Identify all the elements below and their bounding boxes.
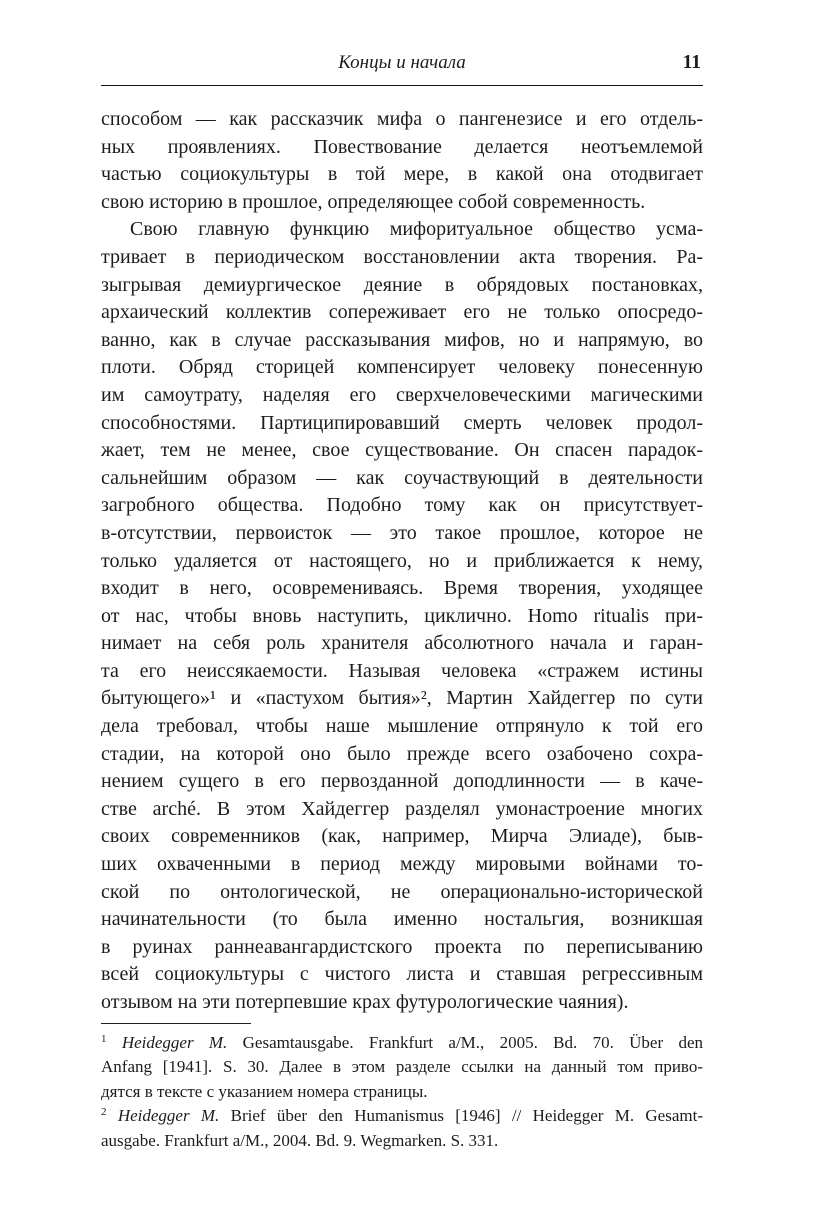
running-head	[101, 52, 703, 86]
body-line: в-отсутствии, первоисток — это такое прошлое, которое не	[101, 521, 703, 544]
body-line: всей социокультуры с чистого листа и ставшая регрессивным	[101, 963, 703, 986]
body-line: дела требовал, чтобы наше мышление отпрянуло к той его	[101, 715, 703, 738]
paragraph	[101, 216, 703, 1016]
footnote-marker: 1	[101, 1032, 107, 1045]
body-line: Свою главную функцию мифоритуальное общество усма-	[130, 218, 703, 241]
footnote-author: Heidegger M.	[121, 1032, 228, 1052]
body-line: бытующего»¹ и «пастухом бытия»², Мартин Хайдеггер по сути	[101, 687, 703, 710]
body-line: загробного общества. Подобно тому как он присутствует-	[101, 494, 703, 517]
body-line: способностями. Партиципировавший смерть человек продол-	[101, 411, 703, 434]
text-block	[101, 52, 703, 1154]
body-line: нимает на себя роль хранителя абсолютного начала и гаран-	[101, 632, 703, 655]
footnote	[101, 1031, 703, 1105]
body-line: нением сущего в его первозданной доподлинности — в каче-	[101, 770, 703, 793]
running-head-title: Концы и начала	[338, 52, 466, 73]
body-line: стве arché. В этом Хайдеггер разделял умонастроение многих	[101, 797, 703, 820]
footnotes	[101, 1031, 703, 1154]
body-line: ской по онтологической, не операционально-исторической	[101, 880, 703, 903]
footnote-line: дятся в тексте с указанием номера страницы.	[101, 1081, 428, 1101]
body-line: способом — как рассказчик мифа о пангенезисе и его отдель-	[101, 108, 703, 130]
body-line: сальнейшим образом — как соучаствующий в деятельности	[101, 466, 703, 489]
body-line: ных проявлениях. Повествование делается неотъемлемой	[101, 135, 703, 158]
body-line: им самоутрату, наделяя его сверхчеловеческими магическими	[101, 383, 703, 406]
body-line: плоти. Обряд сторицей компенсирует человеку понесенную	[101, 356, 703, 379]
footnote-line: $^1$ Heidegger M. Gesamtausgabe. Frankfurt a/M., 2005. Bd. 70. Über den	[101, 1032, 704, 1052]
paragraph	[101, 106, 703, 216]
body-line: начинательности (то была именно ностальгия, возникшая	[101, 908, 703, 931]
body-line: только удаляется от настоящего, но и приближается к нему,	[101, 549, 703, 572]
body-line: отзывом на эти потерпевшие крах футурологические чаяния).	[101, 991, 629, 1013]
body-line: входит в него, осовремениваясь. Время творения, уходящее	[101, 577, 703, 600]
body-line: стадии, на которой оно было прежде всего озабочено сохра-	[101, 742, 703, 765]
body-line: та его неиссякаемости. Называя человека «стражем истины	[101, 659, 703, 682]
footnote-line: $^2$ Heidegger M. Brief über den Humanismus [1946] // Heidegger M. Gesamt-	[101, 1106, 703, 1126]
body-line: своих современников (как, например, Мирча Элиаде), быв-	[101, 825, 703, 848]
body-line: частью социокультуры в той мере, в какой она отодвигает	[101, 163, 703, 186]
body-line: ванно, как в случае рассказывания мифов, но и напрямую, во	[101, 328, 703, 351]
body-text	[101, 106, 703, 1017]
body-line: в руинах раннеавангардистского проекта по переписыванию	[101, 935, 703, 958]
body-line: от нас, чтобы вновь наступить, циклично. Homo ritualis при-	[101, 604, 703, 627]
body-line: свою историю в прошлое, определяющее собой современность.	[101, 190, 646, 213]
body-line: жает, тем не менее, свое существование. Он спасен парадок-	[101, 439, 703, 462]
footnote-line: ausgabe. Frankfurt a/M., 2004. Bd. 9. Wegmarken. S. 331.	[101, 1130, 499, 1150]
footnote-author: Heidegger M.	[117, 1106, 220, 1126]
body-line: зыгрывая демиургическое деяние в обрядовых постановках,	[101, 273, 703, 296]
body-line: тривает в периодическом восстановлении акта творения. Ра-	[101, 245, 703, 268]
footnote-marker: 2	[101, 1106, 107, 1119]
body-line: ших охваченными в период между мировыми войнами то-	[101, 853, 703, 876]
footnote-separator	[101, 1023, 251, 1024]
body-line: архаический коллектив сопереживает его не только опосредо-	[101, 301, 703, 324]
page-number: 11	[682, 52, 701, 73]
footnote	[101, 1104, 703, 1153]
footnote-line: Anfang [1941]. S. 30. Далее в этом разделе ссылки на данный том приво-	[101, 1057, 703, 1077]
